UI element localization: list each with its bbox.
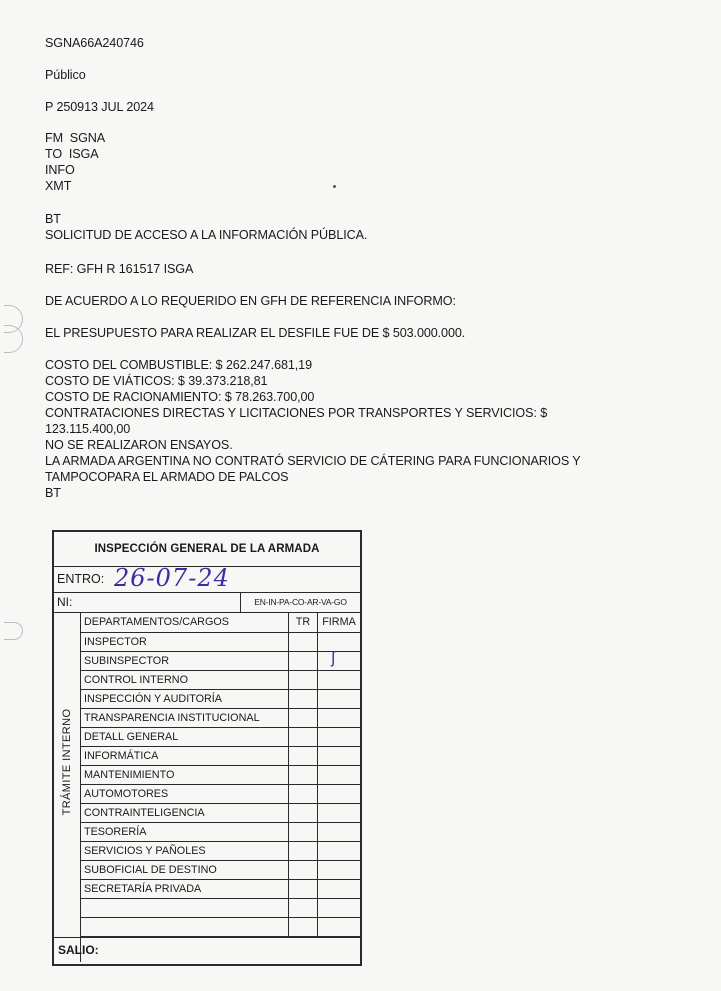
stamp-entry-row <box>54 566 360 593</box>
firma-cell <box>318 842 361 861</box>
department-name: INSPECCIÓN Y AUDITORÍA <box>80 690 289 709</box>
department-name: SUBINSPECTOR <box>80 652 289 671</box>
firma-cell <box>318 728 361 747</box>
firma-cell <box>318 918 361 937</box>
punch-hole-mark <box>4 325 23 353</box>
table-row <box>80 785 360 804</box>
department-name: AUTOMOTORES <box>80 785 289 804</box>
tr-cell <box>289 766 318 785</box>
table-row <box>80 842 360 861</box>
department-name <box>80 899 289 918</box>
tr-cell <box>289 823 318 842</box>
punch-hole-mark <box>4 622 23 640</box>
firma-cell <box>318 671 361 690</box>
catering-line: LA ARMADA ARGENTINA NO CONTRATÓ SERVICIO DE CÁTERING PARA FUNCIONARIOS Y <box>45 454 581 468</box>
table-header-row <box>80 612 360 633</box>
department-name: SERVICIOS Y PAÑOLES <box>80 842 289 861</box>
header-tr: TR <box>289 612 318 633</box>
firma-cell <box>318 747 361 766</box>
tr-cell <box>289 728 318 747</box>
firma-cell <box>318 766 361 785</box>
table-row <box>80 804 360 823</box>
rehearsals-line: NO SE REALIZARON ENSAYOS. <box>45 438 233 452</box>
table-row <box>80 690 360 709</box>
firma-cell <box>318 690 361 709</box>
tr-cell <box>289 785 318 804</box>
stamp-title: INSPECCIÓN GENERAL DE LA ARMADA <box>54 532 360 567</box>
bt-open: BT <box>45 212 61 226</box>
department-name: TESORERÍA <box>80 823 289 842</box>
side-label-column <box>54 612 81 962</box>
tr-cell <box>289 652 318 671</box>
firma-cell <box>318 633 361 652</box>
tr-cell <box>289 747 318 766</box>
cost-details-block <box>45 357 581 501</box>
firma-cell <box>318 861 361 880</box>
fuel-cost-line: COSTO DEL COMBUSTIBLE: $ 262.247.681,19 <box>45 358 312 372</box>
tr-cell <box>289 918 318 937</box>
department-rows <box>80 633 360 937</box>
tr-cell <box>289 804 318 823</box>
rations-cost-line: COSTO DE RACIONAMIENTO: $ 78.263.700,00 <box>45 390 315 404</box>
stamp-ni-row <box>54 592 360 613</box>
stands-line: TAMPOCOPARA EL ARMADO DE PALCOS <box>45 470 289 484</box>
routing-to: TO ISGA <box>45 147 99 161</box>
scan-speck <box>333 185 336 188</box>
subject-block <box>45 211 367 243</box>
table-row <box>80 633 360 652</box>
department-name: DETALL GENERAL <box>80 728 289 747</box>
subject-line: SOLICITUD DE ACCESO A LA INFORMACIÓN PÚBLICA. <box>45 228 368 242</box>
reference-line: REF: GFH R 161517 ISGA <box>45 262 194 276</box>
department-name: SECRETARÍA PRIVADA <box>80 880 289 899</box>
department-table <box>80 612 360 937</box>
contracts-line: CONTRATACIONES DIRECTAS Y LICITACIONES POR TRANSPORTES Y SERVICIOS: $ <box>45 406 548 420</box>
header-departments: DEPARTAMENTOS/CARGOS <box>80 612 289 633</box>
table-row <box>80 861 360 880</box>
table-row <box>80 747 360 766</box>
header-firma: FIRMA <box>318 612 361 633</box>
routing-from: FM SGNA <box>45 131 106 145</box>
firma-cell <box>318 899 361 918</box>
tr-cell <box>289 709 318 728</box>
tr-cell <box>289 842 318 861</box>
routing-xmt: XMT <box>45 179 72 193</box>
department-name: INSPECTOR <box>80 633 289 652</box>
department-name: CONTROL INTERNO <box>80 671 289 690</box>
department-name: CONTRAINTELIGENCIA <box>80 804 289 823</box>
table-row <box>80 899 360 918</box>
tr-cell <box>289 633 318 652</box>
message-dtg: P 250913 JUL 2024 <box>45 100 154 114</box>
department-name: SUBOFICIAL DE DESTINO <box>80 861 289 880</box>
firma-cell <box>318 804 361 823</box>
department-name: INFORMÁTICA <box>80 747 289 766</box>
contracts-amount-line: 123.115.400,00 <box>45 422 131 436</box>
tr-cell <box>289 899 318 918</box>
table-row <box>80 652 360 671</box>
message-ref-id: SGNA66A240746 <box>45 36 144 50</box>
tr-cell <box>289 690 318 709</box>
stamp-exit-row <box>54 937 360 964</box>
tr-cell <box>289 861 318 880</box>
message-classification: Público <box>45 68 86 82</box>
intro-line: DE ACUERDO A LO REQUERIDO EN GFH DE REFERENCIA INFORMO: <box>45 294 456 308</box>
firma-cell <box>318 823 361 842</box>
entry-date-handwritten: 26-07-24 <box>114 564 230 592</box>
tr-cell <box>289 880 318 899</box>
table-row <box>80 728 360 747</box>
bt-close: BT <box>45 486 61 500</box>
handwritten-check-mark: ʃ <box>331 648 337 667</box>
entry-label: ENTRO: <box>57 572 105 586</box>
budget-line: EL PRESUPUESTO PARA REALIZAR EL DESFILE FUE DE $ 503.000.000. <box>45 326 466 340</box>
routing-block <box>45 130 105 194</box>
table-row <box>80 823 360 842</box>
table-row <box>80 766 360 785</box>
department-name: TRANSPARENCIA INSTITUCIONAL <box>80 709 289 728</box>
side-label: TRÁMITE INTERNO <box>61 708 73 816</box>
travel-cost-line: COSTO DE VIÁTICOS: $ 39.373.218,81 <box>45 374 268 388</box>
distribution-code: EN-IN-PA-CO-AR-VA-GO <box>240 592 360 612</box>
firma-cell <box>318 785 361 804</box>
tr-cell <box>289 671 318 690</box>
firma-cell <box>318 709 361 728</box>
routing-stamp <box>52 530 362 966</box>
exit-label: SALIO: <box>58 943 99 957</box>
firma-cell <box>318 652 361 671</box>
table-row <box>80 709 360 728</box>
ni-label: NI: <box>57 595 73 609</box>
department-name: MANTENIMIENTO <box>80 766 289 785</box>
table-row <box>80 918 360 937</box>
table-row <box>80 880 360 899</box>
routing-info: INFO <box>45 163 75 177</box>
firma-cell <box>318 880 361 899</box>
department-name <box>80 918 289 937</box>
table-row <box>80 671 360 690</box>
